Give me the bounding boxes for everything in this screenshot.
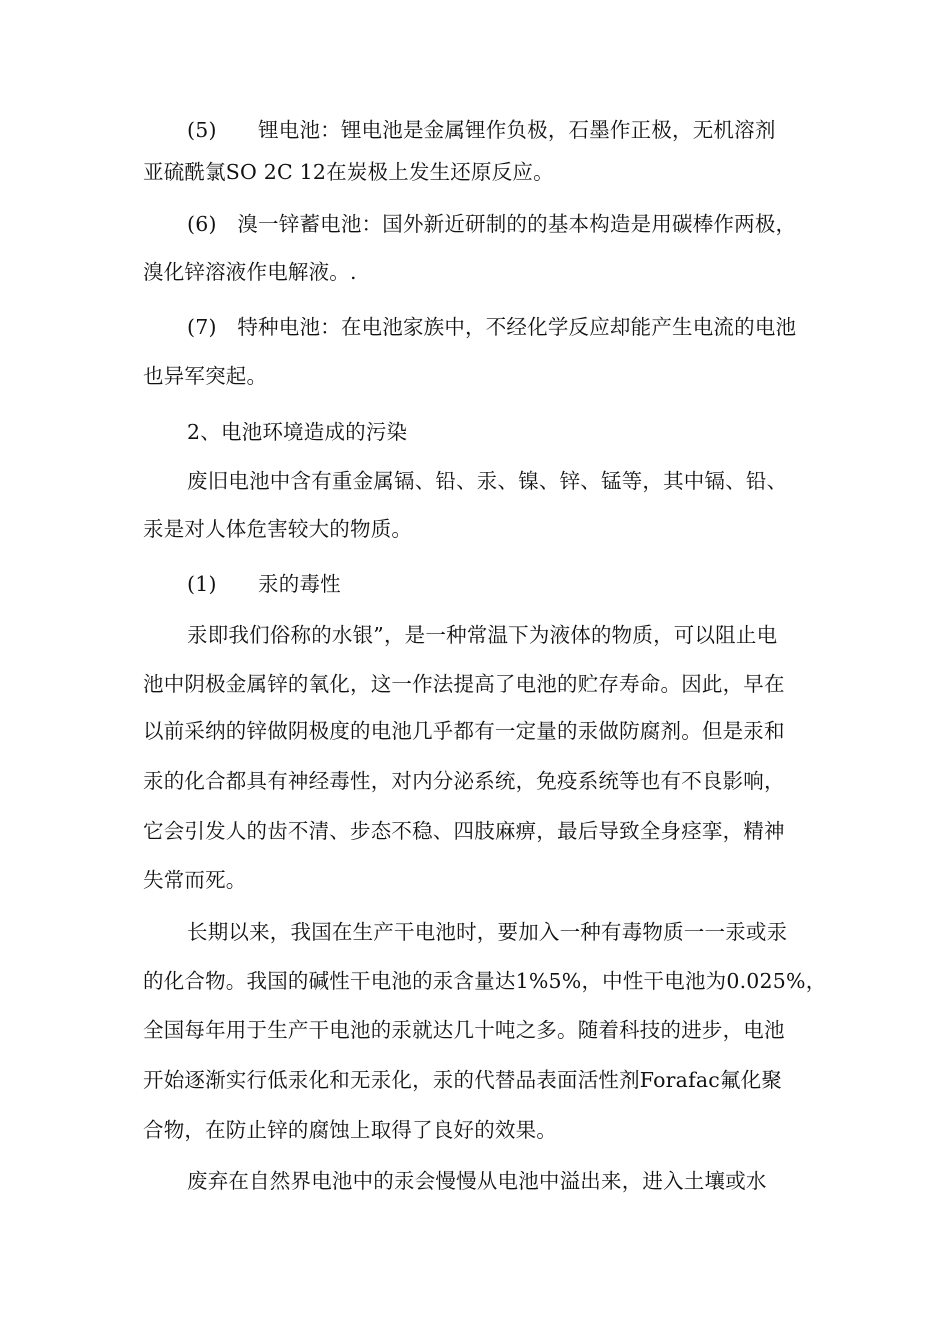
text-line-20: 开始逐渐实行低汞化和无汞化，汞的代替品表面活性剂Forafac氟化聚 bbox=[143, 1068, 783, 1092]
text-line-18: 的化合物。我国的碱性干电池的汞含量达1%5%，中性干电池为0.025%， bbox=[143, 969, 827, 993]
text-line-22: 废弃在自然界电池中的汞会慢慢从电池中溢出来，进入土壤或水 bbox=[187, 1169, 767, 1193]
text-line-6: 也异军突起。 bbox=[143, 364, 268, 388]
text-line-21: 合物，在防止锌的腐蚀上取得了良好的效果。 bbox=[143, 1118, 557, 1142]
text-line-2: 亚硫酰氯SO 2C 12在炭极上发生还原反应。 bbox=[143, 160, 554, 184]
text-line-4: 溴化锌溶液作电解液。. bbox=[143, 260, 357, 284]
text-line-12: 池中阴极金属锌的氧化，这一作法提高了电池的贮存寿命。因此，早在 bbox=[143, 672, 785, 696]
text-line-11: 汞即我们俗称的水银”，是一种常温下为液体的物质，可以阻止电 bbox=[187, 623, 778, 647]
text-line-16: 失常而死。 bbox=[143, 868, 247, 892]
subsection-heading: (1) 汞的毒性 bbox=[187, 572, 341, 596]
text-line-3: (6) 溴一锌蓄电池：国外新近研制的的基本构造是用碳棒作两极， bbox=[187, 212, 797, 236]
text-line-1: (5) 锂电池：锂电池是金属锂作负极，石墨作正极，无机溶剂 bbox=[187, 118, 776, 142]
text-line-15: 它会引发人的齿不清、步态不稳、四肢麻痹，最后导致全身痉挛，精神 bbox=[143, 819, 785, 843]
text-line-13: 以前采纳的锌做阴极度的电池几乎都有一定量的汞做防腐剂。但是汞和 bbox=[143, 719, 785, 743]
text-line-19: 全国每年用于生产干电池的汞就达几十吨之多。随着科技的进步，电池 bbox=[143, 1018, 785, 1042]
text-line-14: 汞的化合都具有神经毒性，对内分泌系统，免疫系统等也有不良影响， bbox=[143, 769, 785, 793]
text-line-17: 长期以来，我国在生产干电池时，要加入一种有毒物质一一汞或汞 bbox=[187, 920, 788, 944]
section-heading: 2、电池环境造成的污染 bbox=[187, 420, 408, 444]
text-line-9: 汞是对人体危害较大的物质。 bbox=[143, 517, 413, 541]
text-line-5: (7) 特种电池：在电池家族中，不经化学反应却能产生电流的电池 bbox=[187, 315, 797, 339]
text-line-8: 废旧电池中含有重金属镉、铅、汞、镍、锌、锰等，其中镉、铅、 bbox=[187, 469, 788, 493]
